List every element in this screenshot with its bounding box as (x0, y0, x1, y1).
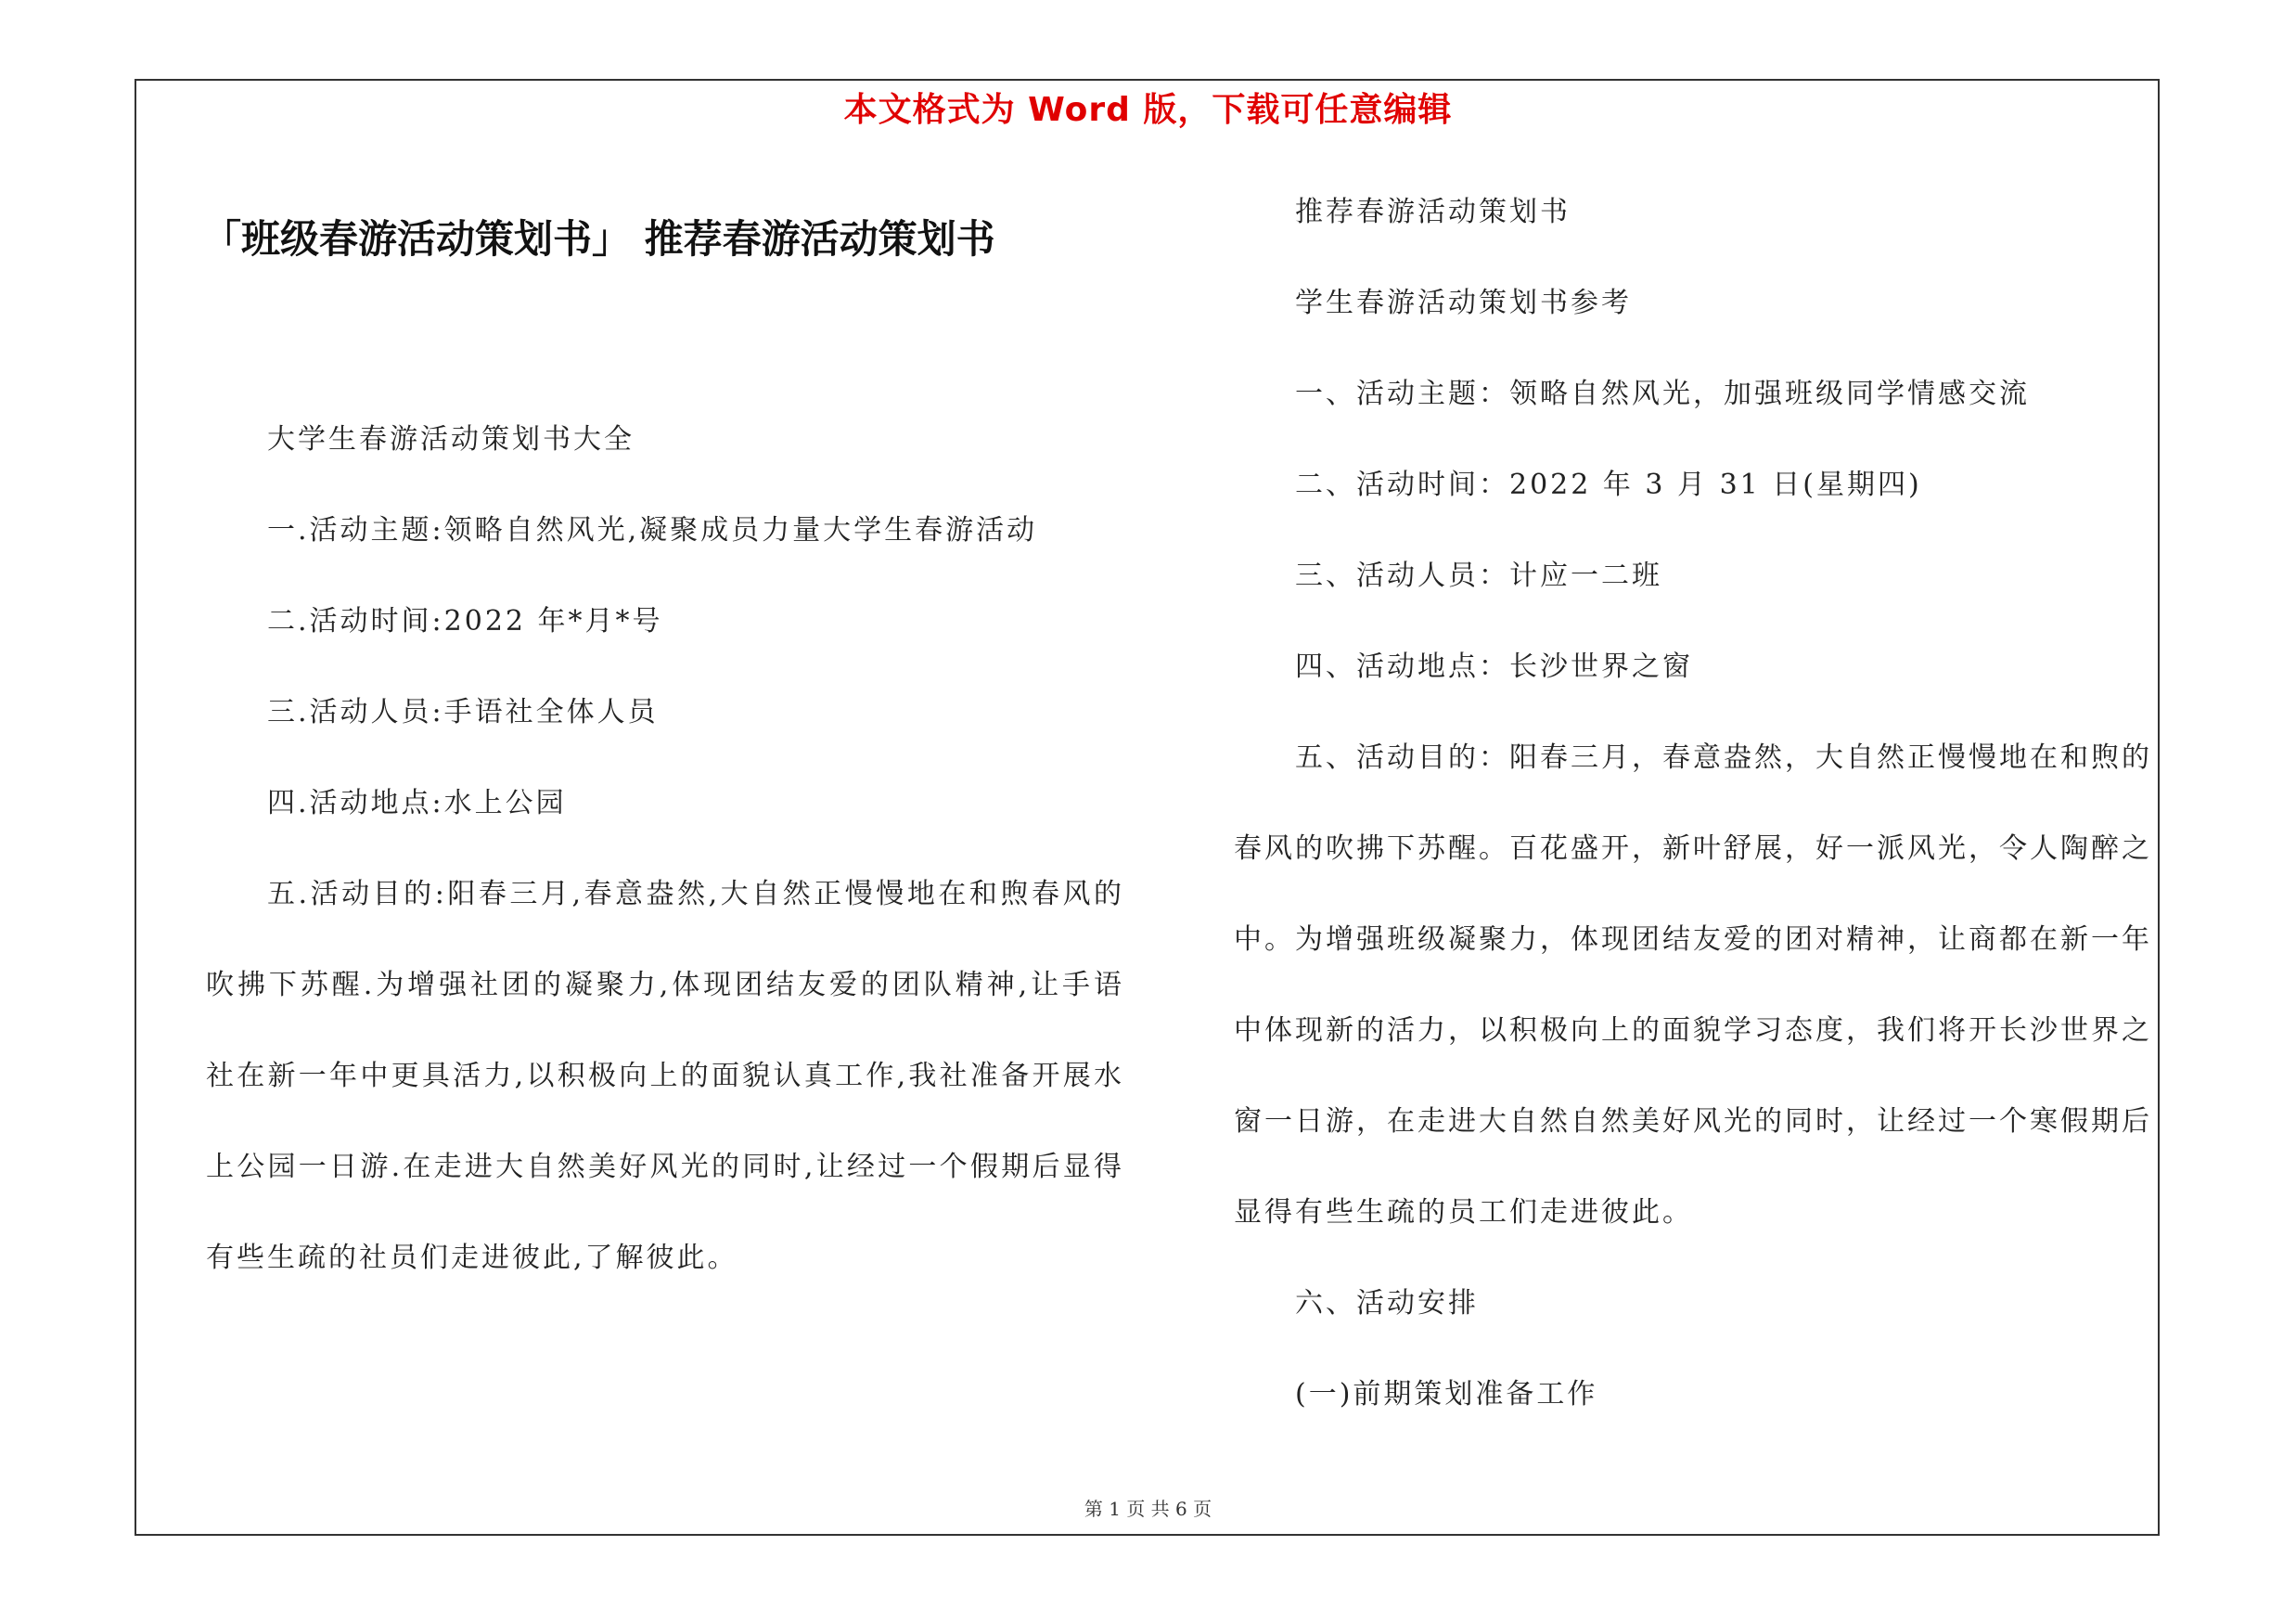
left-column (206, 394, 1124, 1304)
right-paragraph-time: 二、活动时间：2022 年 3 月 31 日(星期四) (1295, 469, 1922, 501)
left-paragraph-purpose: 五.活动目的:阳春三月,春意盎然,大自然正慢慢地在和煦春风的吹拂下苏醒.为增强社团的凝聚力,体现团结友爱的团队精神,让手语社在新一年中更具活力,以积极向上的面貌认真工作,我社准备开展水上公园一日游.在走进大自然美好风光的同时,让经过一个假期后显得有些生疏的社员们走进彼此,了解彼此。 (206, 878, 1124, 1274)
left-paragraph-people: 三.活动人员:手语社全体人员 (267, 696, 659, 728)
right-paragraph-people: 三、活动人员：计应一二班 (1295, 560, 1662, 592)
left-paragraph-heading: 大学生春游活动策划书大全 (267, 423, 635, 456)
right-paragraph-location: 四、活动地点：长沙世界之窗 (1295, 650, 1693, 683)
right-column (1234, 167, 2152, 1440)
left-paragraph-theme: 一.活动主题:领略自然风光,凝聚成员力量大学生春游活动 (267, 514, 1038, 547)
header-banner: 本文格式为 Word 版，下载可任意编辑 (843, 91, 1453, 129)
right-paragraph-heading: 推荐春游活动策划书 (1295, 196, 1571, 228)
right-paragraph-subheading: 学生春游活动策划书参考 (1295, 287, 1632, 319)
right-paragraph-purpose: 五、活动目的：阳春三月，春意盎然，大自然正慢慢地在和煦的春风的吹拂下苏醒。百花盛开，新叶舒展，好一派风光，令人陶醉之中。为增强班级凝聚力，体现团结友爱的团对精神，让商都在新一年中体现新的活力，以积极向上的面貌学习态度，我们将开长沙世界之窗一日游，在走进大自然自然美好风光的同时，让经过一个寒假期后显得有些生疏的员工们走进彼此。 (1234, 741, 2152, 1229)
left-paragraph-time: 二.活动时间:2022 年*月*号 (267, 605, 663, 638)
page-number-footer: 第 1 页 共 6 页 (1084, 1498, 1212, 1520)
right-paragraph-theme: 一、活动主题：领略自然风光，加强班级同学情感交流 (1295, 378, 2030, 410)
left-paragraph-location: 四.活动地点:水上公园 (267, 787, 567, 819)
document-title: 「班级春游活动策划书」 推荐春游活动策划书 (202, 216, 995, 262)
right-paragraph-arrangement: 六、活动安排 (1295, 1287, 1479, 1320)
right-paragraph-preparation: (一)前期策划准备工作 (1295, 1378, 1598, 1410)
